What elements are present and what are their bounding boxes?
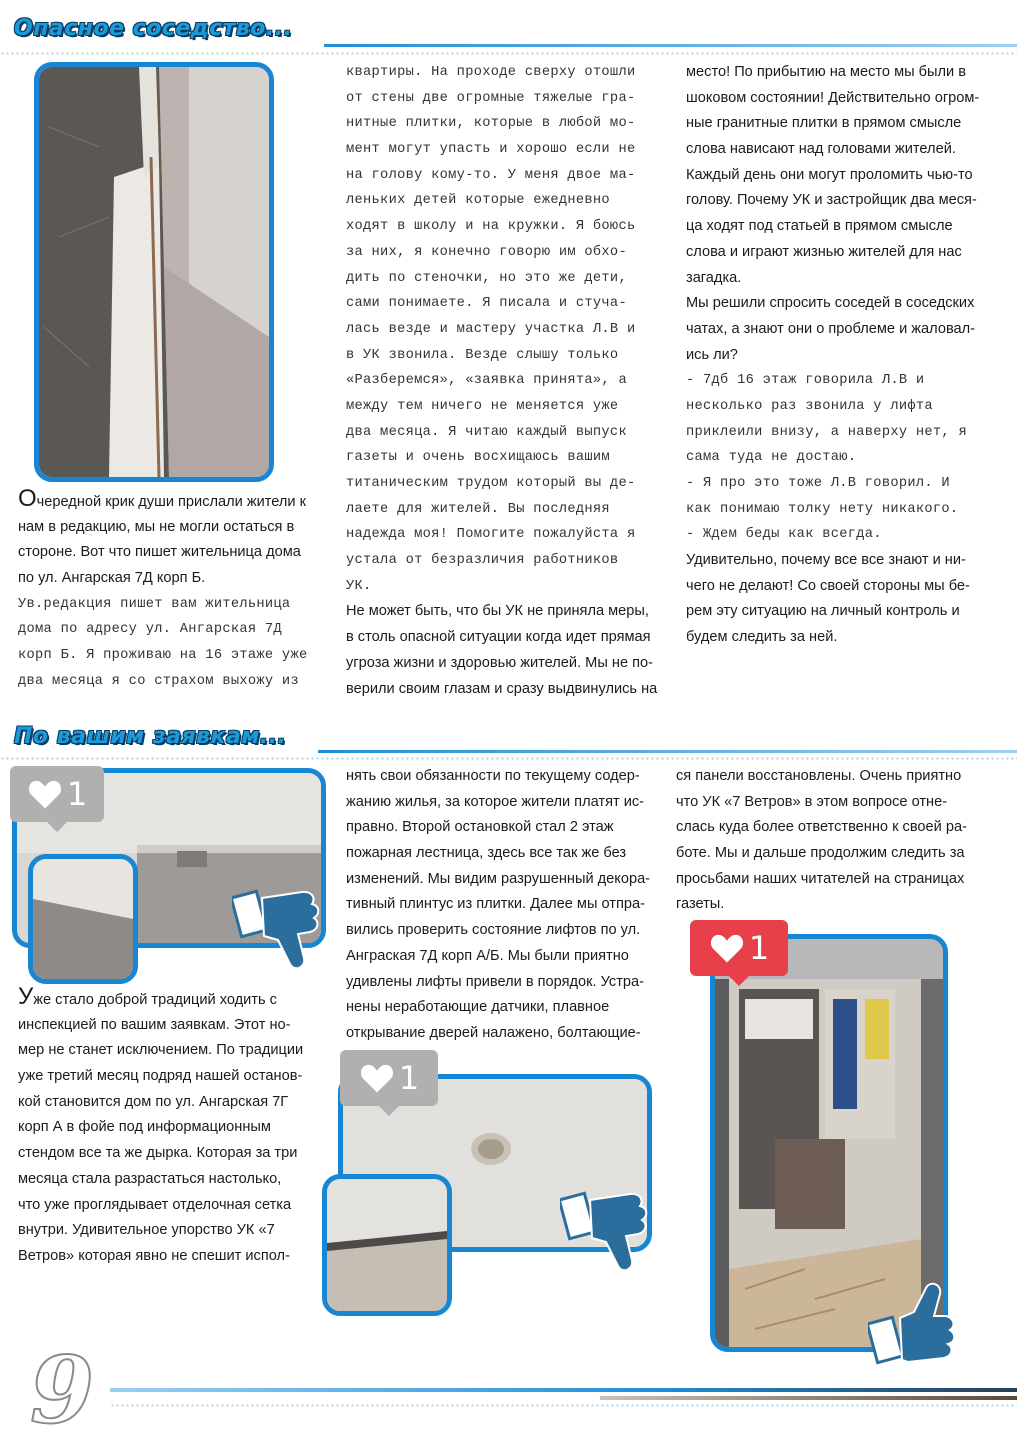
text-line-content: нам в редакцию, мы не могли остаться в xyxy=(18,518,295,535)
thumbs-down-icon xyxy=(232,888,328,979)
text-line xyxy=(346,266,678,292)
text-line-content: рем эту ситуацию на личный контроль и xyxy=(686,603,960,620)
text-line xyxy=(686,574,1008,600)
text-line xyxy=(676,790,1006,816)
text-line-content: УК. xyxy=(346,578,372,594)
footer-rule-dark xyxy=(600,1396,1017,1400)
text-line-content: дить по стеночки, но это же дети, xyxy=(346,270,627,286)
text-line-content: сами понимаете. Я писала и стуча- xyxy=(346,296,627,312)
text-line xyxy=(686,625,1008,651)
text-line-content: от стены две огромные тяжелые гра- xyxy=(346,90,636,106)
text-line xyxy=(346,944,678,970)
text-line-content: два месяца я со страхом выхожу из xyxy=(18,673,299,689)
text-line-content: Мы решили спросить соседей в соседских xyxy=(686,295,975,312)
text-line xyxy=(18,592,338,618)
text-line xyxy=(346,497,678,523)
text-line xyxy=(346,214,678,240)
text-line-content: место! По прибытию на место мы были в xyxy=(686,64,966,80)
text-line-content: уже третий месяц подряд нашей останов- xyxy=(18,1068,303,1085)
text-line-content: квартиры. На проходе сверху отошли xyxy=(346,65,636,80)
text-line-content: ходят в школу и на кружки. Я боюсь xyxy=(346,219,636,235)
section-heading-dangerous-neighbors: Опасное соседство... xyxy=(14,16,293,41)
text-line xyxy=(346,240,678,266)
photo-detached-tiles xyxy=(34,62,274,482)
text-line-content: верили своим глазам и сразу выдвинулись на xyxy=(346,680,658,697)
heading-rule-2 xyxy=(318,750,1017,753)
text-line xyxy=(18,987,338,1013)
text-line-content: тивный плинтус из плитки. Далее мы отпра- xyxy=(346,896,645,913)
text-line xyxy=(346,625,678,651)
text-line xyxy=(686,599,1008,625)
text-line-content: загадка. xyxy=(686,269,742,286)
text-line xyxy=(18,515,338,541)
text-line xyxy=(18,540,338,566)
text-line-content: что УК «7 Ветров» в этом вопросе отне- xyxy=(676,793,948,810)
section2-column-2 xyxy=(346,764,678,1047)
text-line xyxy=(686,86,1008,112)
thumbs-down-icon xyxy=(560,1190,656,1281)
text-line-content: пожарная лестница, здесь все так же без xyxy=(346,845,627,862)
photo-foyer-floor-image xyxy=(33,859,133,979)
text-line-content: инспекцией по вашим заявкам. Этот но- xyxy=(18,1016,291,1033)
text-line xyxy=(18,1090,338,1116)
text-line-content: титаническим трудом который вы де- xyxy=(346,476,636,491)
heart-icon xyxy=(27,778,63,810)
text-line-content: же стало доброй традиций ходить с xyxy=(33,992,277,1008)
text-line-content: ные гранитные плитки в прямом смысле xyxy=(686,115,962,132)
text-line xyxy=(18,669,338,695)
text-line-content: что уже проглядывает отделочная сетка xyxy=(18,1196,292,1213)
text-line xyxy=(346,815,678,841)
text-line-content: нять свои обязанности по текущему содер- xyxy=(346,768,640,784)
text-line-content: корп Б. Я проживаю на 16 этаже уже xyxy=(18,648,308,664)
text-line xyxy=(686,548,1008,574)
heart-icon xyxy=(359,1062,395,1094)
text-line xyxy=(346,291,678,317)
text-line xyxy=(18,643,338,669)
text-line-content: дома по адресу ул. Ангарская 7Д xyxy=(18,622,282,638)
section2-column-1 xyxy=(18,987,338,1270)
section1-column-2 xyxy=(346,60,678,702)
text-line-content: чего не делают! Со своей стороны мы бе- xyxy=(686,577,970,594)
text-line-content: Анграская 7Д корп А/Б. Мы были приятно xyxy=(346,947,629,964)
text-line xyxy=(686,522,1008,548)
text-line-content: два месяца. Я читаю каждый выпуск xyxy=(346,424,627,440)
text-line xyxy=(18,1193,338,1219)
section1-column-1 xyxy=(18,489,338,695)
section2-column-3 xyxy=(676,764,1006,918)
text-line-content: газеты. xyxy=(676,896,725,913)
section1-column-3 xyxy=(686,60,1008,651)
heading-rule xyxy=(324,44,1017,47)
text-line xyxy=(346,548,678,574)
text-line xyxy=(18,1013,338,1039)
text-line-content: удивлены лифты привели в порядок. Устра- xyxy=(346,973,645,990)
photo-foyer-floor xyxy=(28,854,138,984)
text-line xyxy=(18,566,338,592)
text-line-content: между тем ничего не меняется уже xyxy=(346,398,619,414)
text-line-content: - Я про это тоже Л.В говорил. И xyxy=(686,476,950,491)
text-line xyxy=(676,764,1006,790)
text-line xyxy=(346,471,678,497)
text-line xyxy=(346,111,678,137)
text-line xyxy=(676,815,1006,841)
text-line xyxy=(686,368,1008,394)
text-line-content: изменений. Мы видим разрушенный декора- xyxy=(346,870,651,887)
text-line xyxy=(18,1244,338,1270)
text-line xyxy=(346,918,678,944)
text-line-content: кой становится дом по ул. Ангарская 7Г xyxy=(18,1093,289,1110)
text-line xyxy=(18,1115,338,1141)
text-line-content: слова и играют жизнью жителей для нас xyxy=(686,243,962,260)
text-line xyxy=(686,317,1008,343)
thumbs-up-icon xyxy=(868,1280,964,1375)
text-line xyxy=(18,1038,338,1064)
text-line-content: за них, я конечно говорю им обхо- xyxy=(346,244,627,260)
text-line xyxy=(346,317,678,343)
text-line-content: просьбами наших читателей на страницах xyxy=(676,870,965,887)
text-line-content: стороне. Вот что пишет жительница дома xyxy=(18,544,301,561)
heart-icon xyxy=(709,932,745,964)
photo-stairwell-plinth xyxy=(322,1174,452,1316)
photo-detached-tiles-image xyxy=(39,67,269,477)
text-line-content: внутри. Удивительное упорство УК «7 xyxy=(18,1222,275,1239)
text-line xyxy=(686,111,1008,137)
text-line xyxy=(686,445,1008,471)
drop-cap: О xyxy=(18,489,37,512)
text-line xyxy=(686,188,1008,214)
text-line xyxy=(346,841,678,867)
heading-rule-dots-2 xyxy=(0,757,1017,760)
text-line-content: приклеили внизу, а наверху нет, я xyxy=(686,424,967,440)
text-line xyxy=(346,651,678,677)
like-count-1: 1 xyxy=(66,775,88,813)
text-line xyxy=(18,617,338,643)
text-line-content: на голову кому-то. У меня двое ма- xyxy=(346,167,636,183)
text-line-content: вились проверить состояние лифтов по ул. xyxy=(346,922,641,939)
text-line-content: жанию жилья, за которое жители платят ис- xyxy=(346,793,645,810)
drop-cap: У xyxy=(18,987,34,1010)
text-line xyxy=(346,188,678,214)
text-line xyxy=(686,137,1008,163)
text-line-content: в столь опасной ситуации когда идет прямая xyxy=(346,629,651,646)
text-line-content: - 7дб 16 этаж говорила Л.В и xyxy=(686,373,925,389)
like-counter-3 xyxy=(690,920,788,976)
section-heading-your-requests: По вашим заявкам... xyxy=(14,724,287,749)
text-line xyxy=(18,1141,338,1167)
text-line-content: мент могут упасть и хорошо если не xyxy=(346,142,636,158)
text-line xyxy=(346,343,678,369)
text-line-content: чатах, а знают они о проблеме и жаловал- xyxy=(686,320,976,337)
text-line xyxy=(686,266,1008,292)
text-line xyxy=(346,574,678,600)
text-line-content: ись ли? xyxy=(686,346,738,363)
text-line-content: стендом все та же дырка. Которая за три xyxy=(18,1145,298,1162)
text-line xyxy=(686,291,1008,317)
text-line-content: газеты и очень восхищаюсь вашим xyxy=(346,450,610,466)
text-line-content: слова нависают над головами жителей. xyxy=(686,141,956,158)
text-line xyxy=(18,1218,338,1244)
text-line-content: ца ходят под статьей в прямом смысле xyxy=(686,218,953,235)
text-line xyxy=(686,497,1008,523)
text-line xyxy=(686,214,1008,240)
text-line-content: лась везде и мастеру участка Л.В и xyxy=(346,321,636,337)
text-line-content: будем следить за ней. xyxy=(686,629,838,646)
text-line xyxy=(346,1021,678,1047)
text-line xyxy=(18,489,338,515)
like-counter-2 xyxy=(340,1050,438,1106)
text-line-content: правно. Второй остановкой стал 2 этаж xyxy=(346,819,614,836)
text-line-content: ся панели восстановлены. Очень приятно xyxy=(676,768,962,784)
text-line-content: голову. Почему УК и застройщик два меся- xyxy=(686,192,977,209)
text-line xyxy=(686,343,1008,369)
text-line-content: как понимаю толку нету никакого. xyxy=(686,501,959,517)
text-line-content: в УК звонила. Везде слышу только xyxy=(346,347,619,363)
like-count-2: 1 xyxy=(398,1059,420,1097)
text-line xyxy=(346,445,678,471)
text-line xyxy=(346,867,678,893)
text-line-content: лаете для жителей. Вы последняя xyxy=(346,501,610,517)
text-line xyxy=(346,764,678,790)
text-line-content: сама туда не достаю. xyxy=(686,450,857,466)
text-line-content: - Ждем беды как всегда. xyxy=(686,527,882,543)
text-line-content: месяца стала разрастаться настолько, xyxy=(18,1170,282,1187)
text-line-content: шоковом состоянии! Действительно огром- xyxy=(686,89,980,106)
text-line xyxy=(346,970,678,996)
text-line xyxy=(18,1167,338,1193)
text-line-content: устала от безразличия работников xyxy=(346,553,619,569)
text-line xyxy=(686,471,1008,497)
text-line-content: Ветров» которая явно не спешит испол- xyxy=(18,1247,290,1264)
text-line-content: чередной крик души прислали жители к xyxy=(36,494,307,510)
text-line-content: по ул. Ангарская 7Д корп Б. xyxy=(18,570,206,587)
text-line xyxy=(686,60,1008,86)
text-line-content: нитные плитки, которые в любой мо- xyxy=(346,116,636,132)
text-line-content: Каждый день они могут проломить чью-то xyxy=(686,166,973,183)
text-line xyxy=(686,163,1008,189)
like-count-3: 1 xyxy=(748,929,770,967)
footer-rule xyxy=(110,1388,1017,1392)
text-line xyxy=(676,867,1006,893)
footer-rule-dots xyxy=(110,1404,1017,1407)
text-line xyxy=(686,240,1008,266)
text-line-content: угроза жизни и здоровью жителей. Мы не по- xyxy=(346,654,653,671)
text-line xyxy=(346,137,678,163)
text-line xyxy=(346,522,678,548)
text-line-content: Ув.редакция пишет вам жительница xyxy=(18,596,291,612)
text-line xyxy=(346,394,678,420)
text-line-content: корп А в фойе под информационным xyxy=(18,1119,271,1136)
text-line-content: Не может быть, что бы УК не приняла меры, xyxy=(346,603,649,620)
text-line-content: надежда моя! Помогите пожалуйста я xyxy=(346,527,636,543)
text-line xyxy=(676,841,1006,867)
text-line-content: слась куда более ответственно к своей ра- xyxy=(676,819,967,836)
text-line xyxy=(686,394,1008,420)
text-line xyxy=(676,892,1006,918)
like-counter-1 xyxy=(10,766,104,822)
text-line xyxy=(346,368,678,394)
heading-rule-dots xyxy=(0,52,1017,55)
page-number: 9 xyxy=(30,1336,95,1444)
photo-stairwell-plinth-image xyxy=(327,1179,447,1311)
text-line xyxy=(346,420,678,446)
text-line xyxy=(346,60,678,86)
text-line xyxy=(686,420,1008,446)
text-line-content: «Разберемся», «заявка принята», а xyxy=(346,373,627,389)
text-line xyxy=(346,995,678,1021)
text-line xyxy=(346,677,678,703)
text-line-content: леньких детей которые ежедневно xyxy=(346,193,610,209)
text-line xyxy=(346,599,678,625)
text-line xyxy=(346,163,678,189)
text-line xyxy=(346,892,678,918)
text-line-content: мер не станет исключением. По традиции xyxy=(18,1042,304,1059)
text-line-content: открывание дверей налажено, болтающие- xyxy=(346,1024,641,1041)
text-line-content: нены неработающие датчики, плавное xyxy=(346,999,610,1016)
text-line-content: боте. Мы и дальше продолжим следить за xyxy=(676,845,965,862)
text-line xyxy=(346,790,678,816)
text-line xyxy=(18,1064,338,1090)
text-line-content: несколько раз звонила у лифта xyxy=(686,398,933,414)
text-line xyxy=(346,86,678,112)
text-line-content: Удивительно, почему все все знают и ни- xyxy=(686,552,966,569)
